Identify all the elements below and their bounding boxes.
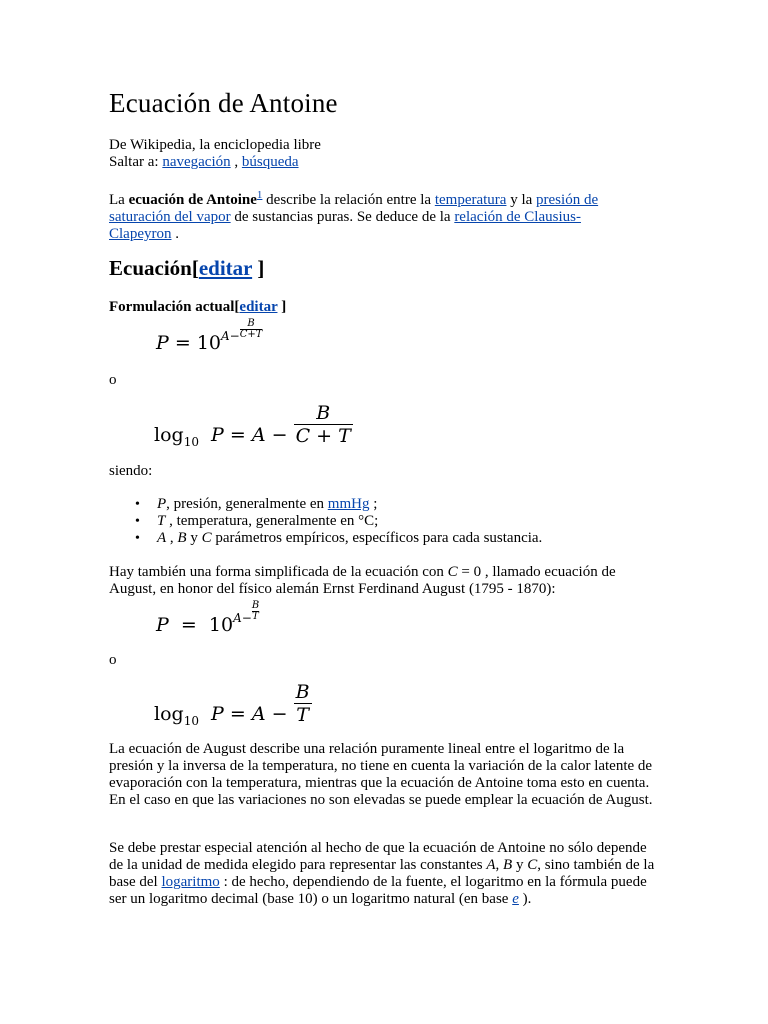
bracket: [ — [234, 299, 240, 315]
subsection-heading-formulacion — [109, 299, 286, 316]
or-text: o — [109, 372, 117, 388]
jump-prefix: Saltar a: — [109, 154, 163, 170]
antoine-log-formula: $\log_{10} P = A$ − $\frac{B}{C + T}$ — [154, 402, 351, 449]
siendo-text: siendo: — [109, 463, 153, 479]
intro-paragraph — [109, 187, 629, 243]
search-link[interactable]: búsqueda — [241, 154, 299, 170]
list-item: • T , temperatura, generalmente en °C; — [135, 513, 542, 530]
intro-text: de sustancias puras. Se deduce de la — [230, 209, 455, 225]
logarithm-link[interactable]: logaritmo — [161, 874, 220, 890]
august-intro-paragraph: Hay también una forma simplificada de la ecuación con C = 0 , llamado ecuación de August, en honor del físico alemán Ernst Ferdinand August (1795 - 1870): — [109, 564, 616, 597]
page-title: Ecuación de Antoine — [109, 88, 338, 118]
bracket: ] — [252, 256, 265, 280]
jump-separator: , — [230, 154, 242, 170]
edit-section-link[interactable]: editar — [198, 256, 253, 280]
temperature-link[interactable]: temperatura — [434, 192, 507, 208]
reference-link[interactable]: 1 — [256, 189, 263, 201]
bracket: [ — [191, 256, 199, 280]
august-log-formula: $\log_{10} P = A$ − $\frac{B}{T}$ — [154, 681, 310, 728]
section-title: Ecuación — [109, 256, 192, 280]
intro-text: y la — [506, 192, 537, 208]
e-link[interactable]: e — [512, 891, 519, 907]
intro-text: La — [109, 192, 129, 208]
section-heading-ecuacion — [109, 256, 264, 281]
subsection-title: Formulación actual — [109, 299, 235, 315]
source-line: De Wikipedia, la enciclopedia libre — [109, 137, 321, 153]
august-exponential-formula: $P = 10^{A- \frac{B}{T}}$ — [156, 600, 260, 636]
august-description-paragraph: La ecuación de August describe una relación puramente lineal entre el logaritmo de la presión y la inversa de la temperatura, no tiene en cuenta la variación de la calor latente de evaporación con la temperatura, mientras que la ecuación de Antoine toma esto en cuenta. En el caso en que las variaciones no son elevadas se puede emplear la ecuación de August. — [109, 741, 653, 808]
list-item: • P, presión, generalmente en mmHg ; — [135, 496, 542, 513]
mmhg-link[interactable]: mmHg — [327, 496, 370, 512]
bracket: ] — [277, 299, 287, 315]
list-item: • A , B y C parámetros empíricos, específicos para cada sustancia. — [135, 530, 542, 547]
intro-text: describe la relación entre la — [262, 192, 435, 208]
intro-text: . — [171, 226, 179, 242]
vapor-pressure-link[interactable]: presión de saturación del vapor — [109, 192, 599, 225]
antoine-exponential-formula: $P = 10^{A- \frac{B}{C+T}}$ — [156, 318, 263, 354]
jump-links — [109, 154, 299, 171]
intro-bold-term: ecuación de Antoine — [128, 192, 257, 208]
clausius-clapeyron-link[interactable]: relación de Clausius-Clapeyron — [109, 209, 581, 242]
units-note-paragraph: Se debe prestar especial atención al hecho de que la ecuación de Antoine no sólo depende de la unidad de medida elegido para representar las constantes A, B y C, sino también de la base del logaritmo : de hecho, dependiendo de la fuente, el logaritmo en la fórmula puede ser un logaritmo decimal (base 10) o un logaritmo natural (en base e ). — [109, 840, 655, 907]
variable-list — [135, 496, 542, 547]
edit-subsection-link[interactable]: editar — [239, 299, 278, 315]
navigation-link[interactable]: navegación — [162, 154, 231, 170]
or-text: o — [109, 652, 117, 668]
